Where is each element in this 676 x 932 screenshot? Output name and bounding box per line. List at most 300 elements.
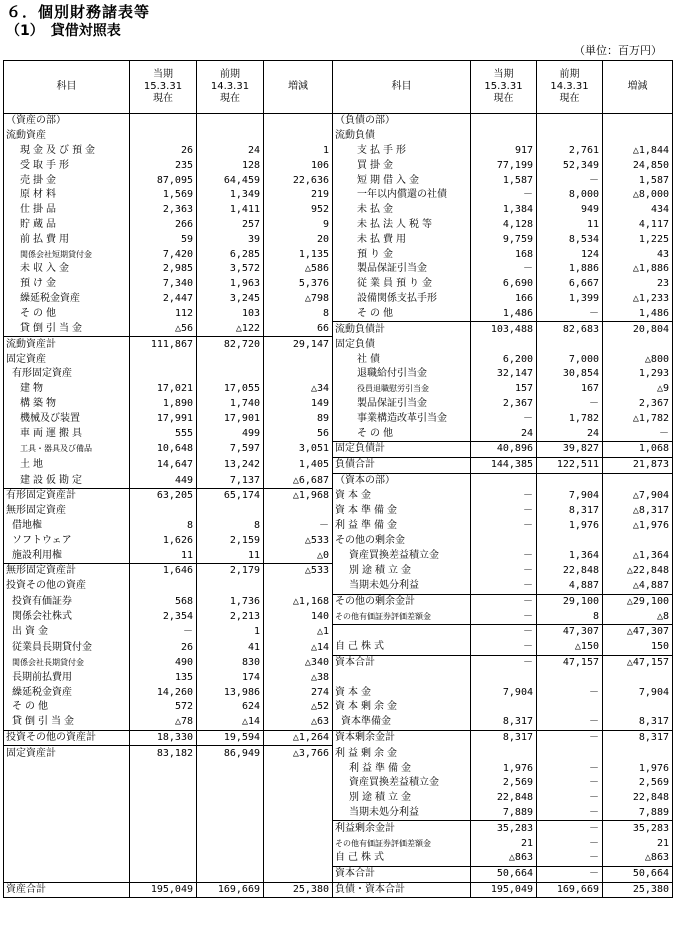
liability-prior-value: 8 xyxy=(537,609,603,624)
asset-prior-value xyxy=(197,579,264,594)
asset-current-value: 235 xyxy=(130,158,197,173)
liability-current-value: － xyxy=(471,548,537,563)
asset-item-label: 貸倒引当金 xyxy=(4,715,130,730)
asset-change-value xyxy=(264,129,333,144)
asset-change-value xyxy=(264,114,333,129)
asset-prior-value: 499 xyxy=(197,426,264,441)
asset-item-label: 投資その他の資産 xyxy=(4,579,130,594)
table-row xyxy=(4,563,673,578)
asset-prior-value: 169,669 xyxy=(197,882,264,898)
asset-current-value: 555 xyxy=(130,426,197,441)
table-row xyxy=(4,306,673,321)
asset-prior-value: 624 xyxy=(197,700,264,715)
liability-change-value: 434 xyxy=(603,203,673,218)
liability-change-value: 1,976 xyxy=(603,761,673,776)
header-current-right: 当期 15.3.31 現在 xyxy=(471,61,537,114)
liability-item-label: 当期未処分利益 xyxy=(333,806,471,821)
liability-change-value: 23 xyxy=(603,277,673,292)
liability-change-value: 2,569 xyxy=(603,776,673,791)
liability-prior-value: 29,100 xyxy=(537,594,603,609)
asset-change-value: 3,051 xyxy=(264,442,333,458)
liability-item-label: 短期借入金 xyxy=(333,173,471,188)
liability-item-label: 流動負債計 xyxy=(333,322,471,337)
asset-change-value: 1,405 xyxy=(264,457,333,473)
liability-item-label: 退職給付引当金 xyxy=(333,367,471,382)
liability-current-value: 40,896 xyxy=(471,442,537,458)
liability-prior-value: － xyxy=(537,866,603,882)
table-row xyxy=(4,382,673,397)
liability-current-value xyxy=(471,533,537,548)
asset-item-label: 有形固定資産 xyxy=(4,367,130,382)
liability-item-label: 別途積立金 xyxy=(333,563,471,578)
liability-change-value: △1,976 xyxy=(603,519,673,534)
asset-change-value: △63 xyxy=(264,715,333,730)
asset-change-value: △533 xyxy=(264,563,333,578)
asset-change-value: 140 xyxy=(264,609,333,624)
table-row xyxy=(4,203,673,218)
asset-change-value: 25,380 xyxy=(264,882,333,898)
liability-prior-value xyxy=(537,337,603,352)
table-row xyxy=(4,519,673,534)
liability-current-value: 7,904 xyxy=(471,685,537,700)
asset-item-label xyxy=(4,791,130,806)
liability-item-label: 資本剰余金 xyxy=(333,700,471,715)
asset-current-value: 14,647 xyxy=(130,457,197,473)
table-row xyxy=(4,533,673,548)
liability-item-label: 預り金 xyxy=(333,247,471,262)
liability-item-label: 買掛金 xyxy=(333,158,471,173)
liability-change-value: 1,486 xyxy=(603,306,673,321)
asset-current-value: 2,447 xyxy=(130,292,197,307)
liability-change-value: － xyxy=(603,426,673,441)
table-row xyxy=(4,262,673,277)
liability-current-value: △863 xyxy=(471,851,537,866)
liability-item-label: 当期未処分利益 xyxy=(333,579,471,594)
table-row xyxy=(4,836,673,851)
asset-change-value xyxy=(264,866,333,882)
liability-current-value: 1,587 xyxy=(471,173,537,188)
table-row xyxy=(4,715,673,730)
asset-item-label: 従業員長期貸付金 xyxy=(4,640,130,655)
liability-prior-value xyxy=(537,746,603,761)
asset-current-value xyxy=(130,367,197,382)
liability-current-value: － xyxy=(471,625,537,640)
asset-current-value xyxy=(130,836,197,851)
asset-change-value: － xyxy=(264,519,333,534)
asset-current-value: 1,890 xyxy=(130,397,197,412)
asset-current-value xyxy=(130,821,197,836)
table-row xyxy=(4,188,673,203)
liability-prior-value: 8,317 xyxy=(537,504,603,519)
liability-current-value xyxy=(471,114,537,129)
asset-item-label: 車両運搬具 xyxy=(4,426,130,441)
asset-current-value: 2,985 xyxy=(130,262,197,277)
liability-change-value: 2,367 xyxy=(603,397,673,412)
asset-item-label: 工具・器具及び備品 xyxy=(4,442,130,458)
asset-prior-value xyxy=(197,367,264,382)
liability-prior-value: 124 xyxy=(537,247,603,262)
asset-prior-value: 82,720 xyxy=(197,337,264,352)
liability-change-value xyxy=(603,337,673,352)
liability-change-value: △47,307 xyxy=(603,625,673,640)
liability-item-label: 固定負債計 xyxy=(333,442,471,458)
liability-change-value: △1,364 xyxy=(603,548,673,563)
asset-current-value: 572 xyxy=(130,700,197,715)
liability-change-value: △8 xyxy=(603,609,673,624)
liability-change-value: 21 xyxy=(603,836,673,851)
liability-change-value: △1,844 xyxy=(603,144,673,159)
asset-change-value: 952 xyxy=(264,203,333,218)
asset-item-label: 土地 xyxy=(4,457,130,473)
asset-prior-value: 17,901 xyxy=(197,411,264,426)
asset-item-label: 固定資産計 xyxy=(4,746,130,761)
asset-prior-value: 2,179 xyxy=(197,563,264,578)
liability-prior-value xyxy=(537,533,603,548)
liability-change-value: 21,873 xyxy=(603,457,673,473)
liability-prior-value: 8,534 xyxy=(537,232,603,247)
unit-label: （単位：百万円） xyxy=(574,44,662,57)
liability-current-value: 1,384 xyxy=(471,203,537,218)
asset-item-label: 無形固定資産計 xyxy=(4,563,130,578)
asset-current-value xyxy=(130,851,197,866)
asset-change-value: △1 xyxy=(264,625,333,640)
asset-current-value xyxy=(130,761,197,776)
liability-prior-value: － xyxy=(537,715,603,730)
asset-change-value: 1,135 xyxy=(264,247,333,262)
asset-prior-value xyxy=(197,851,264,866)
table-row xyxy=(4,218,673,233)
asset-change-value xyxy=(264,352,333,367)
liability-change-value: △8,000 xyxy=(603,188,673,203)
header-item-right: 科目 xyxy=(333,61,471,114)
asset-prior-value xyxy=(197,821,264,836)
liability-item-label: 負債・資本合計 xyxy=(333,882,471,898)
asset-prior-value: △14 xyxy=(197,715,264,730)
liability-change-value: 7,889 xyxy=(603,806,673,821)
header-item-left: 科目 xyxy=(4,61,130,114)
liability-change-value: 8,317 xyxy=(603,730,673,746)
liability-current-value: － xyxy=(471,655,537,670)
liability-change-value: △8,317 xyxy=(603,504,673,519)
liability-prior-value: － xyxy=(537,730,603,746)
asset-change-value: 20 xyxy=(264,232,333,247)
table-row xyxy=(4,776,673,791)
asset-current-value xyxy=(130,866,197,882)
liability-item-label: 従業員預り金 xyxy=(333,277,471,292)
asset-prior-value: 1,740 xyxy=(197,397,264,412)
asset-item-label: 関係会社短期貸付金 xyxy=(4,247,130,262)
liability-item-label xyxy=(333,670,471,685)
table-row xyxy=(4,337,673,352)
asset-prior-value: 2,213 xyxy=(197,609,264,624)
asset-prior-value: 39 xyxy=(197,232,264,247)
liability-current-value: 6,690 xyxy=(471,277,537,292)
asset-item-label: 原材料 xyxy=(4,188,130,203)
asset-prior-value: 2,159 xyxy=(197,533,264,548)
liability-current-value: － xyxy=(471,563,537,578)
asset-current-value xyxy=(130,579,197,594)
liability-item-label: 事業構造改革引当金 xyxy=(333,411,471,426)
liability-prior-value: 1,364 xyxy=(537,548,603,563)
liability-current-value: － xyxy=(471,504,537,519)
liability-current-value: 8,317 xyxy=(471,730,537,746)
liability-prior-value xyxy=(537,473,603,488)
liability-current-value xyxy=(471,129,537,144)
liability-current-value: 9,759 xyxy=(471,232,537,247)
liability-change-value: △1,886 xyxy=(603,262,673,277)
asset-change-value: 56 xyxy=(264,426,333,441)
table-row xyxy=(4,746,673,761)
asset-change-value: △1,168 xyxy=(264,594,333,609)
table-row xyxy=(4,851,673,866)
liability-item-label: 資本準備金 xyxy=(333,715,471,730)
liability-change-value xyxy=(603,533,673,548)
asset-item-label xyxy=(4,776,130,791)
asset-change-value: 274 xyxy=(264,685,333,700)
asset-current-value: 449 xyxy=(130,473,197,488)
table-row xyxy=(4,594,673,609)
liability-current-value: － xyxy=(471,579,537,594)
liability-item-label: 利益準備金 xyxy=(333,761,471,776)
liability-current-value xyxy=(471,746,537,761)
asset-change-value: △14 xyxy=(264,640,333,655)
asset-change-value xyxy=(264,367,333,382)
liability-current-value: 24 xyxy=(471,426,537,441)
asset-item-label: 仕掛品 xyxy=(4,203,130,218)
liability-change-value: 25,380 xyxy=(603,882,673,898)
liability-item-label: 別途積立金 xyxy=(333,791,471,806)
liability-item-label: その他 xyxy=(333,306,471,321)
table-row xyxy=(4,158,673,173)
liability-prior-value: － xyxy=(537,306,603,321)
liability-current-value: － xyxy=(471,640,537,655)
liability-current-value: 77,199 xyxy=(471,158,537,173)
liability-current-value: 917 xyxy=(471,144,537,159)
liability-item-label: 資本合計 xyxy=(333,655,471,670)
liability-current-value: 166 xyxy=(471,292,537,307)
liability-current-value: 2,569 xyxy=(471,776,537,791)
asset-change-value: 9 xyxy=(264,218,333,233)
asset-change-value: △1,968 xyxy=(264,488,333,503)
liability-change-value xyxy=(603,114,673,129)
asset-current-value xyxy=(130,791,197,806)
liability-change-value: 35,283 xyxy=(603,821,673,836)
asset-item-label: 流動資産 xyxy=(4,129,130,144)
asset-item-label xyxy=(4,806,130,821)
table-body xyxy=(4,114,673,898)
asset-change-value: 219 xyxy=(264,188,333,203)
liability-prior-value: － xyxy=(537,173,603,188)
asset-current-value: 11 xyxy=(130,548,197,563)
asset-item-label: 繰延税金資産 xyxy=(4,292,130,307)
liability-change-value: 24,850 xyxy=(603,158,673,173)
asset-item-label: 受取手形 xyxy=(4,158,130,173)
asset-change-value: 106 xyxy=(264,158,333,173)
liability-current-value xyxy=(471,473,537,488)
asset-current-value: 17,991 xyxy=(130,411,197,426)
liability-item-label: 資本金 xyxy=(333,685,471,700)
liability-change-value: 1,293 xyxy=(603,367,673,382)
liability-item-label: 資本剰余金計 xyxy=(333,730,471,746)
liability-prior-value: △150 xyxy=(537,640,603,655)
liability-prior-value: － xyxy=(537,776,603,791)
asset-change-value xyxy=(264,806,333,821)
asset-change-value: △798 xyxy=(264,292,333,307)
liability-prior-value: 4,887 xyxy=(537,579,603,594)
asset-current-value: △78 xyxy=(130,715,197,730)
liability-prior-value: 11 xyxy=(537,218,603,233)
liability-prior-value: 7,904 xyxy=(537,488,603,503)
asset-prior-value xyxy=(197,866,264,882)
liability-prior-value: 7,000 xyxy=(537,352,603,367)
asset-item-label: 関係会社長期貸付金 xyxy=(4,655,130,670)
liability-prior-value: 2,761 xyxy=(537,144,603,159)
liability-change-value xyxy=(603,670,673,685)
asset-prior-value: 13,242 xyxy=(197,457,264,473)
asset-current-value: 2,363 xyxy=(130,203,197,218)
asset-item-label: 貸倒引当金 xyxy=(4,322,130,337)
asset-item-label: 関係会社株式 xyxy=(4,609,130,624)
asset-current-value: 1,569 xyxy=(130,188,197,203)
liability-change-value: 1,587 xyxy=(603,173,673,188)
asset-current-value: 83,182 xyxy=(130,746,197,761)
asset-item-label: 資産合計 xyxy=(4,882,130,898)
liability-prior-value: 8,000 xyxy=(537,188,603,203)
liability-prior-value xyxy=(537,670,603,685)
asset-current-value: 490 xyxy=(130,655,197,670)
asset-prior-value: 257 xyxy=(197,218,264,233)
liability-prior-value xyxy=(537,114,603,129)
table-row xyxy=(4,488,673,503)
asset-change-value: △3,766 xyxy=(264,746,333,761)
asset-current-value xyxy=(130,352,197,367)
asset-prior-value: 1,963 xyxy=(197,277,264,292)
asset-change-value: 1 xyxy=(264,144,333,159)
section-title: ６．個別財務諸表等 xyxy=(6,3,151,21)
liability-item-label: 利益準備金 xyxy=(333,519,471,534)
table-row xyxy=(4,129,673,144)
table-row xyxy=(4,821,673,836)
asset-prior-value: 24 xyxy=(197,144,264,159)
asset-current-value xyxy=(130,776,197,791)
table-row xyxy=(4,761,673,776)
liability-prior-value: 39,827 xyxy=(537,442,603,458)
liability-current-value: － xyxy=(471,262,537,277)
asset-item-label: 流動資産計 xyxy=(4,337,130,352)
asset-item-label: 貯蔵品 xyxy=(4,218,130,233)
liability-prior-value: 30,854 xyxy=(537,367,603,382)
liability-item-label: 資本合計 xyxy=(333,866,471,882)
liability-item-label: その他有価証券評価差額金 xyxy=(333,609,471,624)
asset-item-label: 前払費用 xyxy=(4,232,130,247)
asset-change-value: △1,264 xyxy=(264,730,333,746)
table-row xyxy=(4,504,673,519)
asset-current-value: 14,260 xyxy=(130,685,197,700)
asset-current-value xyxy=(130,114,197,129)
liability-current-value: 2,367 xyxy=(471,397,537,412)
liability-item-label: （負債の部） xyxy=(333,114,471,129)
table-row xyxy=(4,609,673,624)
liability-current-value: － xyxy=(471,519,537,534)
asset-prior-value xyxy=(197,352,264,367)
asset-current-value: 7,340 xyxy=(130,277,197,292)
table-row xyxy=(4,426,673,441)
asset-item-label: 無形固定資産 xyxy=(4,504,130,519)
asset-change-value: 29,147 xyxy=(264,337,333,352)
asset-item-label: その他 xyxy=(4,306,130,321)
liability-change-value: △9 xyxy=(603,382,673,397)
liability-change-value: △863 xyxy=(603,851,673,866)
liability-current-value: － xyxy=(471,411,537,426)
liability-item-label: 一年以内償還の社債 xyxy=(333,188,471,203)
asset-prior-value: 65,174 xyxy=(197,488,264,503)
liability-prior-value: － xyxy=(537,851,603,866)
table-row xyxy=(4,791,673,806)
asset-change-value: △52 xyxy=(264,700,333,715)
asset-prior-value: 7,597 xyxy=(197,442,264,458)
table-row xyxy=(4,548,673,563)
liability-current-value: 1,486 xyxy=(471,306,537,321)
liability-prior-value: － xyxy=(537,397,603,412)
liability-current-value: － xyxy=(471,488,537,503)
liability-current-value xyxy=(471,337,537,352)
asset-current-value: △56 xyxy=(130,322,197,337)
header-current-left: 当期 15.3.31 現在 xyxy=(130,61,197,114)
liability-item-label: 自己株式 xyxy=(333,640,471,655)
asset-change-value xyxy=(264,776,333,791)
liability-change-value: △4,887 xyxy=(603,579,673,594)
asset-current-value: 59 xyxy=(130,232,197,247)
asset-item-label: 建物 xyxy=(4,382,130,397)
asset-prior-value: 1,411 xyxy=(197,203,264,218)
liability-prior-value: 47,307 xyxy=(537,625,603,640)
liability-prior-value: 167 xyxy=(537,382,603,397)
asset-change-value: △6,687 xyxy=(264,473,333,488)
asset-prior-value: 64,459 xyxy=(197,173,264,188)
liability-prior-value: 24 xyxy=(537,426,603,441)
asset-item-label: 施設利用権 xyxy=(4,548,130,563)
asset-prior-value: 86,949 xyxy=(197,746,264,761)
liability-item-label: その他有価証券評価差額金 xyxy=(333,836,471,851)
asset-current-value xyxy=(130,129,197,144)
liability-current-value: 168 xyxy=(471,247,537,262)
table-row xyxy=(4,730,673,746)
liability-item-label: 役員退職慰労引当金 xyxy=(333,382,471,397)
liability-change-value: △800 xyxy=(603,352,673,367)
liability-prior-value: 122,511 xyxy=(537,457,603,473)
liability-current-value: － xyxy=(471,609,537,624)
asset-item-label: 未収入金 xyxy=(4,262,130,277)
asset-current-value xyxy=(130,504,197,519)
asset-change-value: 66 xyxy=(264,322,333,337)
header-change-left: 増減 xyxy=(264,61,333,114)
liability-current-value: 22,848 xyxy=(471,791,537,806)
asset-item-label: 出資金 xyxy=(4,625,130,640)
liability-change-value: 43 xyxy=(603,247,673,262)
asset-item-label: 投資その他の資産計 xyxy=(4,730,130,746)
asset-prior-value xyxy=(197,504,264,519)
liability-item-label: その他 xyxy=(333,426,471,441)
asset-current-value: 7,420 xyxy=(130,247,197,262)
table-row xyxy=(4,473,673,488)
asset-item-label: その他 xyxy=(4,700,130,715)
liability-current-value: 35,283 xyxy=(471,821,537,836)
liability-change-value: 1,068 xyxy=(603,442,673,458)
liability-change-value: △22,848 xyxy=(603,563,673,578)
asset-current-value: 266 xyxy=(130,218,197,233)
asset-prior-value: 830 xyxy=(197,655,264,670)
asset-change-value xyxy=(264,761,333,776)
